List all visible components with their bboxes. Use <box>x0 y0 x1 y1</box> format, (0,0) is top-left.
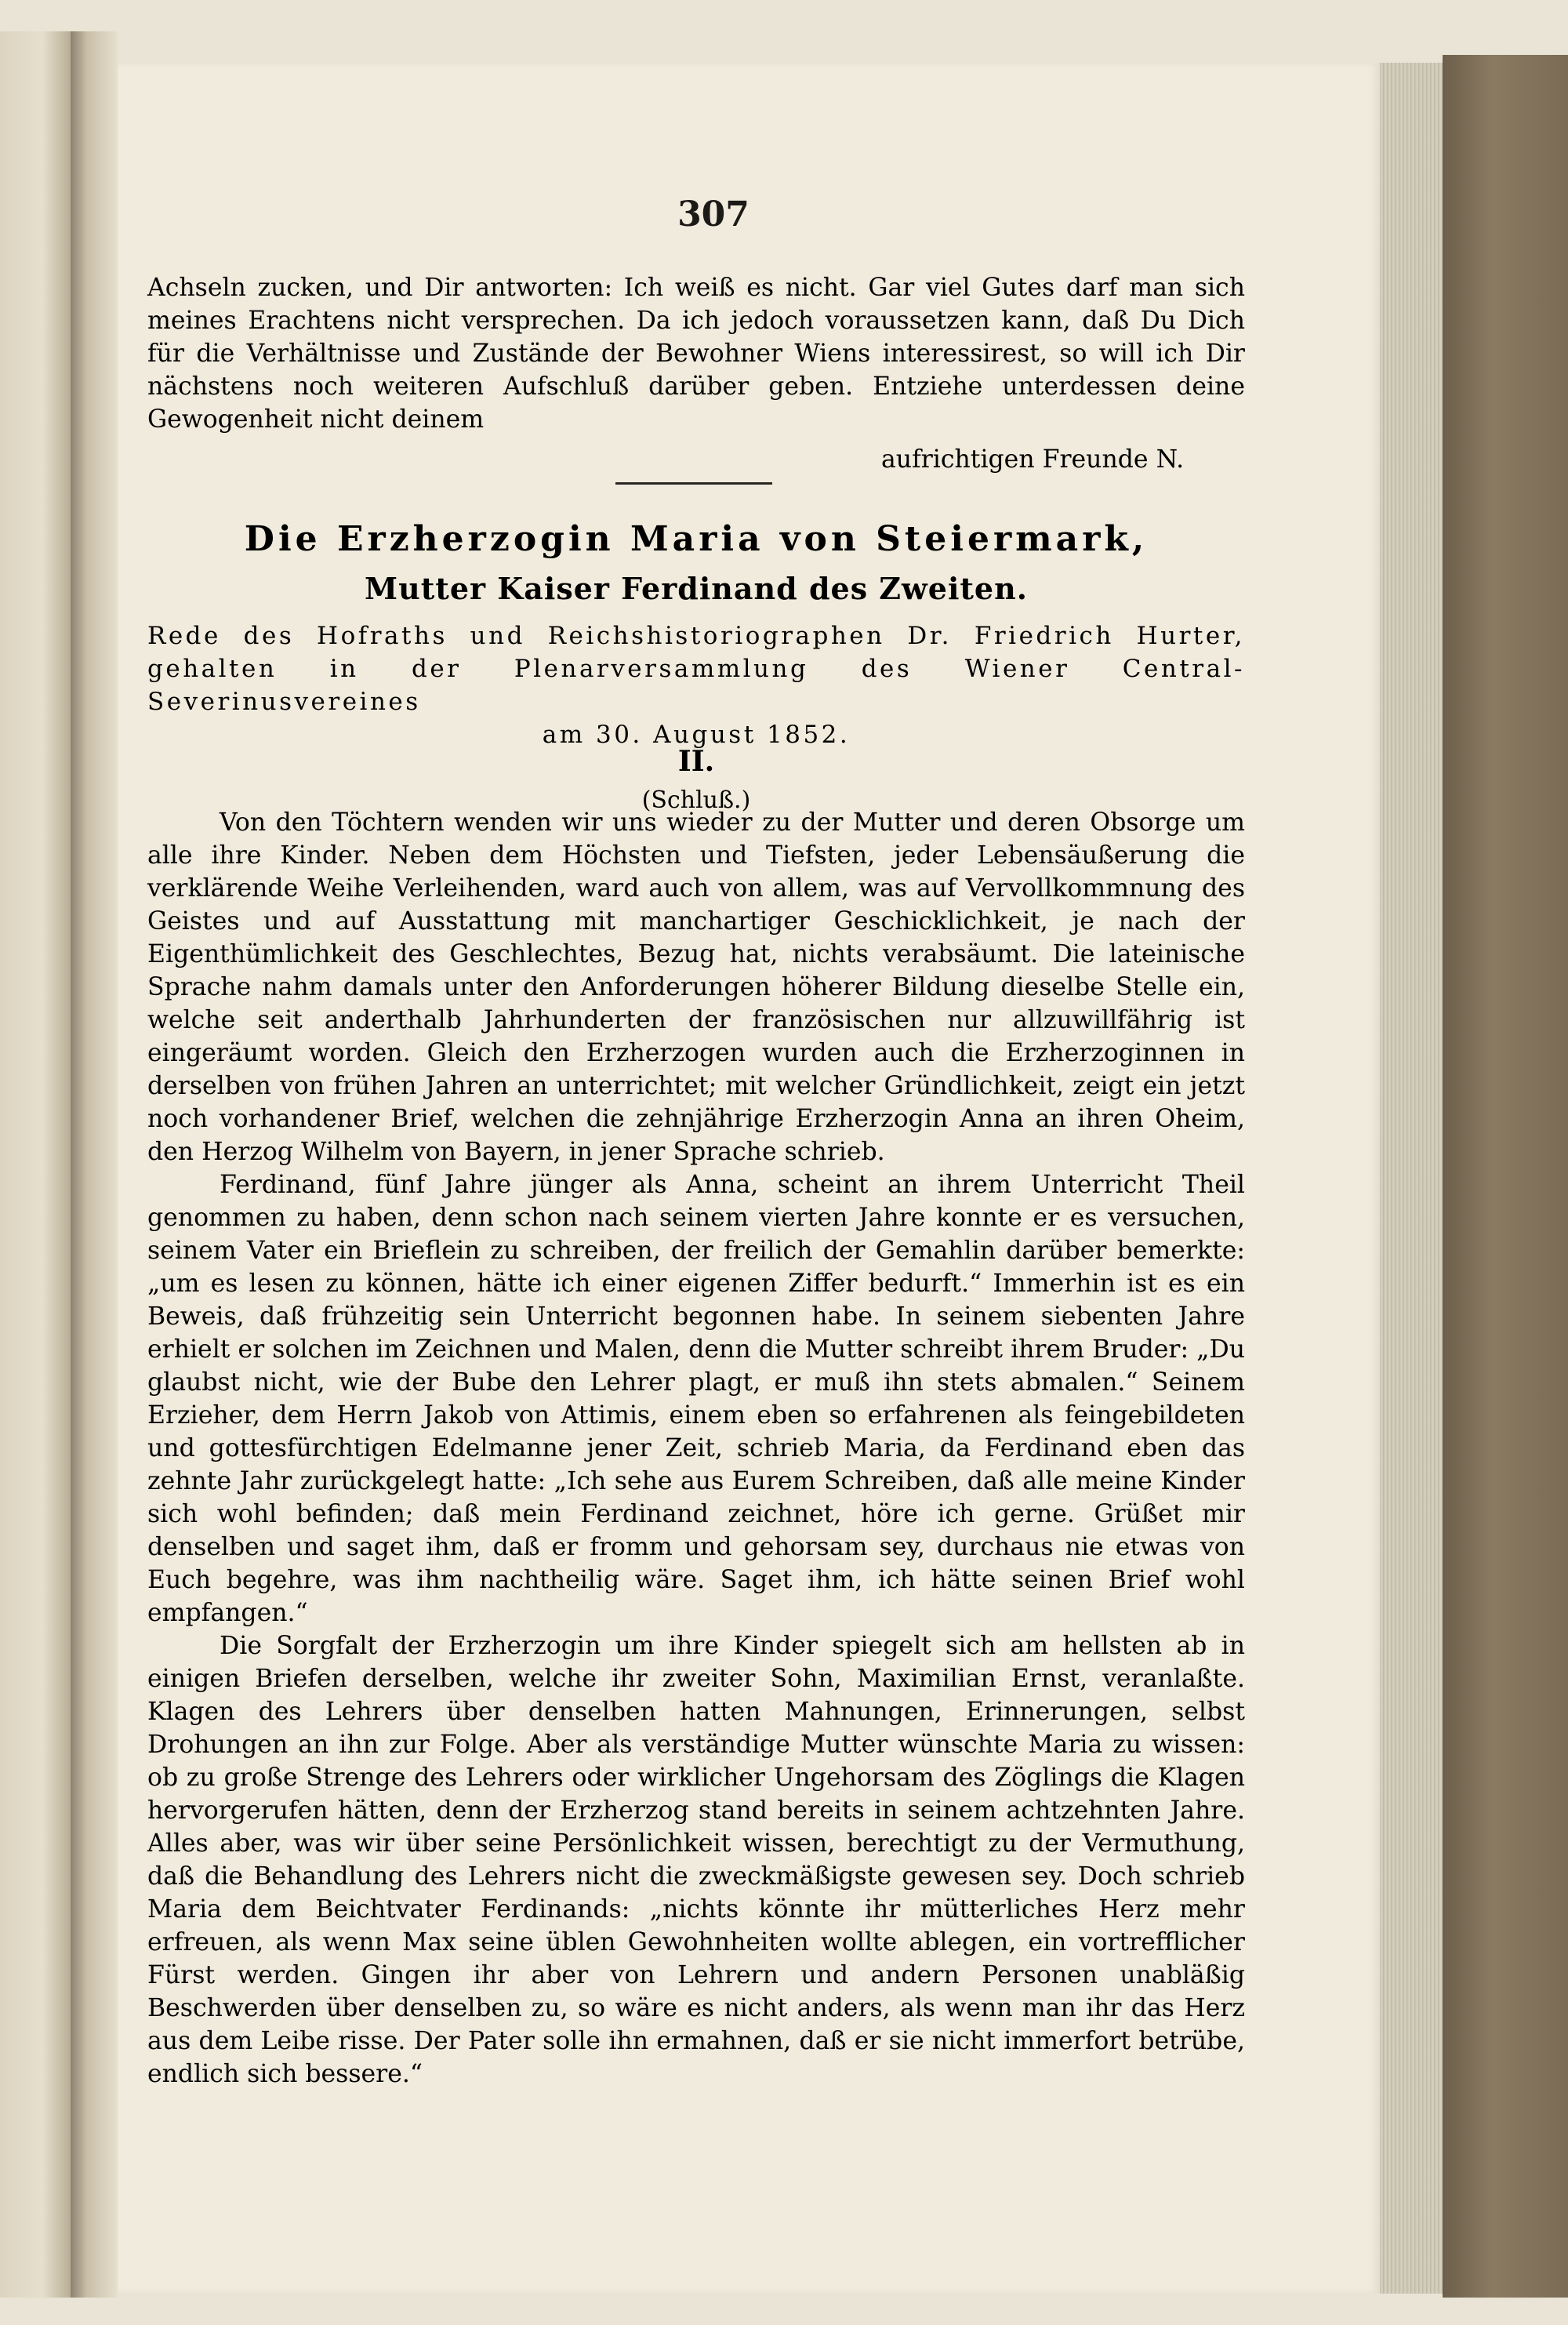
subtitle-main: Rede des Hofraths und Reichshistoriographen Dr. Friedrich Hurter, gehalten in der Plenarversammlung des Wiener Central-Severinusvereines <box>147 622 1245 716</box>
article-subtitle <box>147 619 1245 751</box>
section-note: (Schluß.) <box>641 787 751 814</box>
section-divider <box>615 482 772 485</box>
subtitle-date: am 30. August 1852. <box>542 721 851 749</box>
book-gutter <box>71 31 118 2298</box>
letter-signature: aufrichtigen Freunde N. <box>881 445 1185 474</box>
article-body <box>147 806 1245 2091</box>
article-title-line2: Mutter Kaiser Ferdinand des Zweiten. <box>365 571 1028 606</box>
opening-paragraph-block <box>147 271 1245 436</box>
article-title-line1: Die Erzherzogin Maria von Steiermark, <box>244 519 1149 559</box>
left-page-edge <box>0 31 72 2298</box>
book-cover-board <box>1443 55 1568 2298</box>
section-numeral: II. <box>677 745 715 778</box>
body-paragraph-2: Ferdinand, fünf Jahre jünger als Anna, scheint an ihrem Unterricht Theil genommen zu haben, denn schon nach seinem vierten Jahre konnte er es versuchen, seinem Vater ein Brieflein zu schreiben, der freilich der Gemahlin darüber bemerkte: „um es lesen zu können, hätte ich einer eigenen Ziffer bedurft.“ Immerhin ist es ein Beweis, daß frühzeitig sein Unterricht begonnen habe. In seinem siebenten Jahre erhielt er solchen im Zeichnen und Malen, denn die Mutter schreibt ihrem Bruder: „Du glaubst nicht, wie der Bube den Lehrer plagt, er muß ihn stets abmalen.“ Seinem Erzieher, dem Herrn Jakob von Attimis, einem eben so erfahrenen als feingebildeten und gottesfürchtigen Edelmanne jener Zeit, schrieb Maria, da Ferdinand eben das zehnte Jahr zurückgelegt hatte: „Ich sehe aus Eurem Schreiben, daß alle meine Kinder sich wohl befinden; daß mein Ferdinand zeichnet, höre ich gerne. Grüßet mir denselben und saget ihm, daß er fromm und gehorsam sey, durchaus nie etwas von Euch begehre, was ihm nachtheilig wäre. Saget ihm, ich hätte seinen Brief wohl empfangen.“ <box>147 1171 1245 1627</box>
page-number: 307 <box>677 194 750 234</box>
body-paragraph-1: Von den Töchtern wenden wir uns wieder zu der Mutter und deren Obsorge um alle ihre Kinder. Neben dem Höchsten und Tiefsten, jeder Lebensäußerung die verklärende Weihe Verleihenden, ward auch von allem, was auf Vervollkommnung des Geistes und auf Ausstattung mit manchartiger Geschicklichkeit, je nach der Eigenthümlichkeit des Geschlechtes, Bezug hat, nichts verabsäumt. Die lateinische Sprache nahm damals unter den Anforderungen höherer Bildung dieselbe Stelle ein, welche seit anderthalb Jahrhunderten der französischen nur allzuwillfährig ist eingeräumt worden. Gleich den Erzherzogen wurden auch die Erzherzoginnen in derselben von frühen Jahren an unterrichtet; mit welcher Gründlichkeit, zeigt ein jetzt noch vorhandener Brief, welchen die zehnjährige Erzherzogin Anna an ihren Oheim, den Herzog Wilhelm von Bayern, in jener Sprache schrieb. <box>147 808 1245 1166</box>
opening-paragraph: Achseln zucken, und Dir antworten: Ich weiß es nicht. Gar viel Gutes darf man sich meines Erachtens nicht versprechen. Da ich jedoch voraussetzen kann, daß Du Dich für die Verhältnisse und Zustände der Bewohner Wiens interessirest, so will ich Dir nächstens noch weiteren Aufschluß darüber geben. Entziehe unterdessen deine Gewogenheit nicht deinem <box>147 274 1245 434</box>
page-stack-edge <box>1380 63 1443 2294</box>
body-paragraph-3: Die Sorgfalt der Erzherzogin um ihre Kinder spiegelt sich am hellsten ab in einigen Briefen derselben, welche ihr zweiter Sohn, Maximilian Ernst, veranlaßte. Klagen des Lehrers über denselben hatten Mahnungen, Erinnerungen, selbst Drohungen an ihn zur Folge. Aber als verständige Mutter wünschte Maria zu wissen: ob zu große Strenge des Lehrers oder wirklicher Ungehorsam des Zöglings die Klagen hervorgerufen hätten, denn der Erzherzog stand bereits in seinem achtzehnten Jahre. Alles aber, was wir über seine Persönlichkeit wissen, berechtigt zu der Vermuthung, daß die Behandlung des Lehrers nicht die zweckmäßigste gewesen sey. Doch schrieb Maria dem Beichtvater Ferdinands: „nichts könnte ihr mütterliches Herz mehr erfreuen, als wenn Max seine üblen Gewohnheiten wollte ablegen, ein vortrefflicher Fürst werden. Gingen ihr aber von Lehrern und andern Personen unabläßig Beschwerden über denselben zu, so wäre es nicht anders, als wenn man ihr das Herz aus dem Leibe risse. Der Pater solle ihn ermahnen, daß er sie nicht immerfort betrübe, endlich sich bessere.“ <box>147 1632 1245 2088</box>
